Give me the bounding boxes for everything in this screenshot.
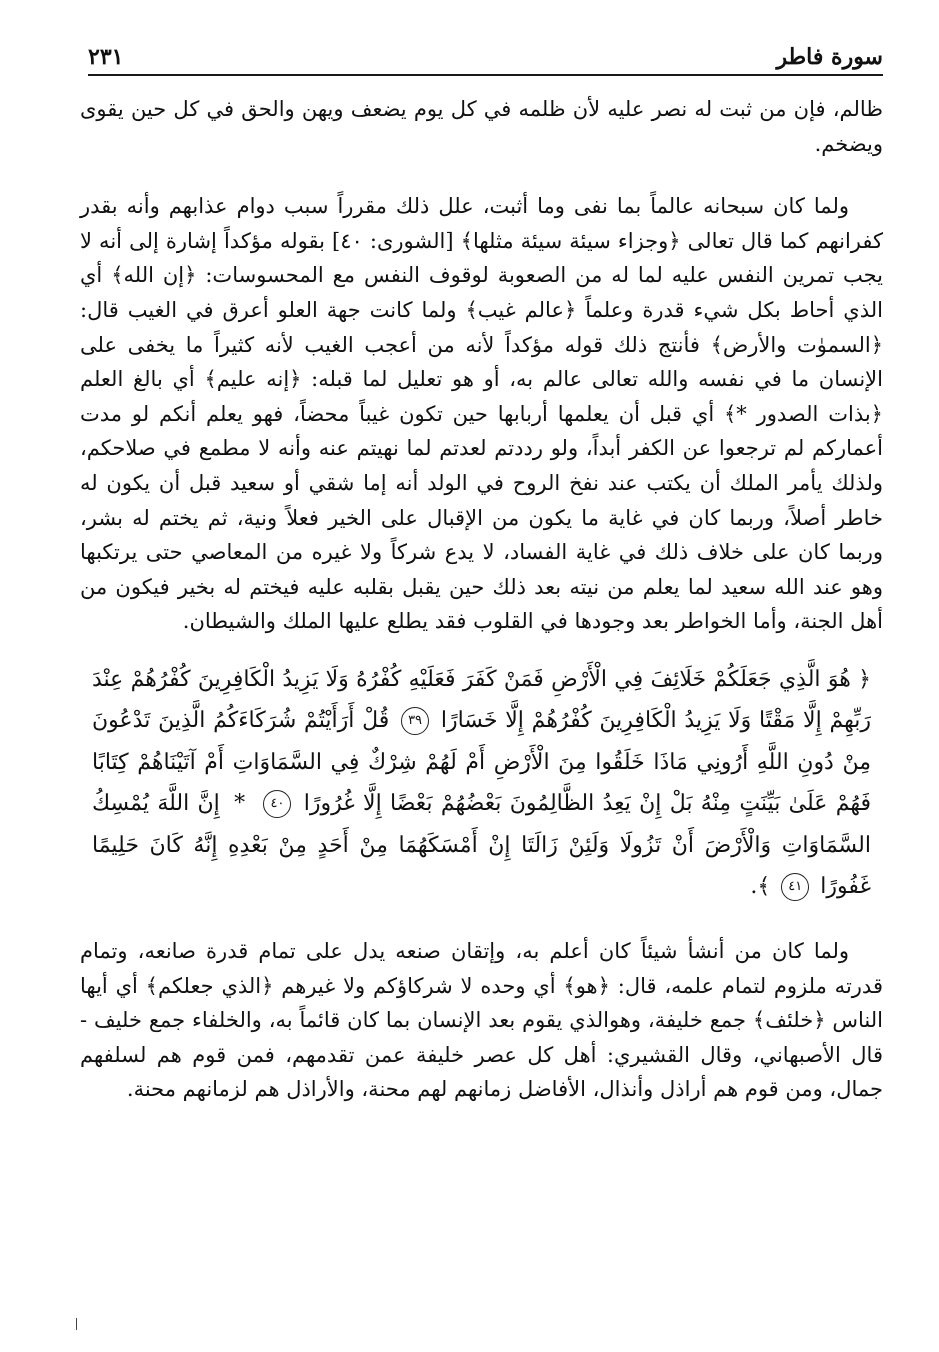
ayah-number-41: ٤١: [781, 873, 809, 901]
page-header: [88, 38, 883, 76]
surah-title: سورة فاطر: [776, 44, 883, 70]
verse-separator-star: *: [234, 791, 246, 817]
page-number: ٢٣١: [88, 44, 124, 70]
margin-mark: [76, 1318, 77, 1330]
paragraph-1: ظالم، فإن من ثبت له نصر عليه لأن ظلمه في كل يوم يضعف ويهن والحق في كل حين يقوى ويضخم.: [80, 97, 883, 156]
quran-ayah-40: قُلْ أَرَأَيْتُمْ شُرَكَاءَكُمُ الَّذِينَ تَدْعُونَ مِنْ دُونِ اللَّهِ أَرُونِي مَاذَا خَلَقُوا مِنَ الْأَرْضِ أَمْ لَهُمْ شِرْكٌ فِي السَّمَاوَاتِ أَمْ آتَيْنَاهُمْ كِتَابًا فَهُمْ عَلَىٰ بَيِّنَتٍ مِنْهُ بَلْ إِنْ يَعِدُ الظَّالِمُونَ بَعْضُهُمْ بَعْضًا إِلَّا غُرُورًا: [92, 708, 871, 817]
ayah-number-39: ٣٩: [401, 707, 429, 735]
paragraph-2: ولما كان سبحانه عالماً بما نفى وما أثبت، علل ذلك مقرراً سبب دوام عذابهم وأنه بقدر كفرانهم كما قال تعالى ﴿وجزاء سيئة سيئة مثلها﴾ [الشورى: ٤٠] بقوله مؤكداً إشارة إلى أنه لا يجب تمرين النفس عليه لما له من الصعوبة لوقوف النفس مع المحسوسات: ﴿إن الله﴾ أي الذي أحاط بكل شيء قدرة وعلماً ﴿عالم غيب﴾ ولما كانت جهة العلو أعرق في الغيب قال: ﴿السموٰت والأرض﴾ فأنتج ذلك قوله مؤكداً لأنه من أعجب الغيب لأنه كثيراً ما يخفى على الإنسان ما في نفسه والله تعالى عالم به، أو هو تعليل لما قبله: ﴿إنه عليم﴾ أي بالغ العلم ﴿بذات الصدور *﴾ أي قبل أن يعلمها أربابها حين تكون غيباً محضاً، فهو يعلم أنكم لو مدت أعماركم لم ترجعوا عن الكفر أبداً، ولو رددتم لعدتم لما نهيتم عنه وأنه لا مطمع في صلاحكم، ولذلك يأمر الملك أن يكتب عند نفخ الروح في الولد أنه إما شقي أو سعيد قبل أن يكون له خاطر أصلاً، وربما كان في غاية ما يكون من الإقبال على الخير فعلاً ونية، ثم يختم له بشر، وربما كان على خلاف ذلك في غاية الفساد، لا يدع شركاً ولا غيره من المعاصي حتى يرتكبها وهو عند الله سعيد لما يعلم من نيته بعد ذلك حين يقبل بقلبه عليه فيختم له بخير فيكون من أهل الجنة، وأما الخواطر بعد وجودها في القلوب فقد يطلع عليها الملك والشيطان.: [80, 194, 883, 634]
quran-open-bracket: ﴿: [858, 666, 872, 692]
page-body: [80, 92, 883, 1107]
quran-ayah-39: هُوَ الَّذِي جَعَلَكُمْ خَلَائِفَ فِي الْأَرْضِ فَمَنْ كَفَرَ فَعَلَيْهِ كُفْرُهُ وَلَا يَزِيدُ الْكَافِرِينَ كُفْرُهُمْ عِنْدَ رَبِّهِمْ إِلَّا مَقْتًا وَلَا يَزِيدُ الْكَافِرِينَ كُفْرُهُمْ إِلَّا خَسَارًا: [92, 666, 872, 734]
paragraph-3: ولما كان من أنشأ شيئاً كان أعلم به، وإتقان صنعه يدل على تمام قدرة صانعه، وتمام قدرته ملزوم لتمام علمه، قال: ﴿هو﴾ أي وحده لا شركاؤكم ولا غيرهم ﴿الذي جعلكم﴾ أي أيها الناس ﴿خلئف﴾ جمع خليفة، وهوالذي يقوم بعد الإنسان بما كان قائماً به، والخلفاء جمع خليف - قال الأصبهاني، وقال القشيري: أهل كل عصر خليفة عمن تقدمهم، فمن قوم هم لسلفهم جمال، ومن قوم هم أراذل وأنذال، الأفاضل زمانهم لهم محنة، والأراذل هم لزمانهم محنة.: [80, 938, 883, 1102]
quran-ayah-41: إِنَّ اللَّهَ يُمْسِكُ السَّمَاوَاتِ وَالْأَرْضَ أَنْ تَزُولَا وَلَئِنْ زَالَتَا إِنْ أَمْسَكَهُمَا مِنْ أَحَدٍ مِنْ بَعْدِهِ إِنَّهُ كَانَ حَلِيمًا غَفُورًا: [92, 791, 871, 900]
quran-close-bracket: ﴾.: [750, 874, 771, 900]
quran-verses-block: [80, 659, 883, 908]
ayah-number-40: ٤٠: [263, 790, 291, 818]
